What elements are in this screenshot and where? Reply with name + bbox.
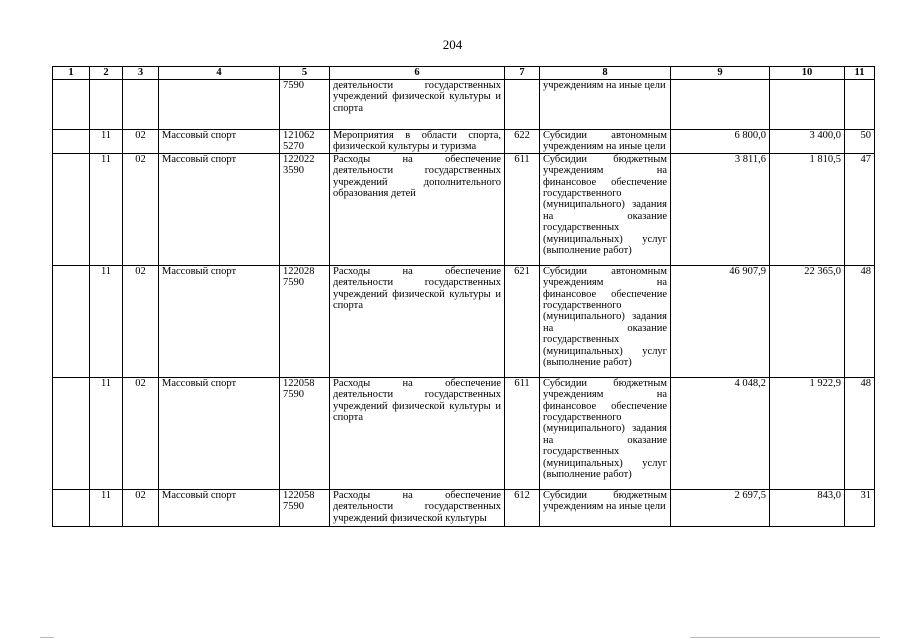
cell-expense-name: Субсидии бюджетным учреждениям на финансовое обеспечение государственного (муниципального) задания на оказание государственных (муниципальных) услуг (выполнение работ) [540,153,671,265]
cell-c1 [53,130,90,154]
cell-target-code: 122022 3590 [280,153,330,265]
cell-name: Массовый спорт [159,377,280,489]
budget-table [52,66,875,527]
header-col-6: 6 [330,67,505,80]
header-col-1: 1 [53,67,90,80]
cell-section: 11 [90,153,123,265]
cell-expense-type [505,80,540,130]
table-row [53,489,875,526]
header-col-2: 2 [90,67,123,80]
cell-c1 [53,489,90,526]
scan-artifact-right [690,637,880,638]
cell-name: Массовый спорт [159,489,280,526]
cell-percent [845,80,875,130]
cell-expense-type: 622 [505,130,540,154]
cell-target-code: 122058 7590 [280,489,330,526]
cell-plan: 2 697,5 [671,489,770,526]
cell-name [159,80,280,130]
header-col-11: 11 [845,67,875,80]
cell-subsection: 02 [123,489,159,526]
header-row [53,67,875,80]
table-row [53,265,875,377]
cell-c1 [53,80,90,130]
cell-subsection: 02 [123,265,159,377]
cell-actual: 843,0 [770,489,845,526]
cell-section: 11 [90,489,123,526]
cell-expense-type: 611 [505,377,540,489]
cell-actual [770,80,845,130]
cell-target-code: 122028 7590 [280,265,330,377]
cell-target-name: Расходы на обеспечение деятельности государственных учреждений физической культуры [330,489,505,526]
table-row [53,80,875,130]
cell-actual: 22 365,0 [770,265,845,377]
cell-plan: 46 907,9 [671,265,770,377]
cell-target-name: Расходы на обеспечение деятельности государственных учреждений физической культуры и спорта [330,377,505,489]
cell-expense-type: 621 [505,265,540,377]
cell-subsection: 02 [123,377,159,489]
cell-section: 11 [90,377,123,489]
cell-actual: 3 400,0 [770,130,845,154]
table-row [53,153,875,265]
cell-percent: 48 [845,377,875,489]
cell-expense-type: 611 [505,153,540,265]
cell-expense-name: Субсидии бюджетным учреждениям на финансовое обеспечение государственного (муниципального) задания на оказание государственных (муниципальных) услуг (выполнение работ) [540,377,671,489]
cell-subsection [123,80,159,130]
cell-section: 11 [90,265,123,377]
cell-c1 [53,377,90,489]
cell-percent: 50 [845,130,875,154]
cell-target-name: Расходы на обеспечение деятельности государственных учреждений дополнительного образования детей [330,153,505,265]
cell-expense-type: 612 [505,489,540,526]
cell-name: Массовый спорт [159,153,280,265]
table-row [53,377,875,489]
cell-expense-name: учреждениям на иные цели [540,80,671,130]
cell-expense-name: Субсидии автономным учреждениям на иные цели [540,130,671,154]
cell-c1 [53,153,90,265]
header-col-7: 7 [505,67,540,80]
header-col-9: 9 [671,67,770,80]
cell-expense-name: Субсидии автономным учреждениям на финансовое обеспечение государственного (муниципального) задания на оказание государственных (муниципальных) услуг (выполнение работ) [540,265,671,377]
cell-expense-name: Субсидии бюджетным учреждениям на иные цели [540,489,671,526]
cell-target-code: 122058 7590 [280,377,330,489]
cell-plan [671,80,770,130]
header-col-8: 8 [540,67,671,80]
cell-actual: 1 922,9 [770,377,845,489]
header-col-5: 5 [280,67,330,80]
scan-artifact-left [40,637,54,638]
cell-percent: 48 [845,265,875,377]
cell-plan: 3 811,6 [671,153,770,265]
cell-subsection: 02 [123,153,159,265]
header-col-10: 10 [770,67,845,80]
header-col-4: 4 [159,67,280,80]
cell-c1 [53,265,90,377]
cell-name: Массовый спорт [159,265,280,377]
table-row [53,130,875,154]
cell-target-name: деятельности государственных учреждений физической культуры и спорта [330,80,505,130]
cell-target-code: 121062 5270 [280,130,330,154]
cell-section: 11 [90,130,123,154]
cell-actual: 1 810,5 [770,153,845,265]
header-col-3: 3 [123,67,159,80]
cell-percent: 31 [845,489,875,526]
cell-target-code: 7590 [280,80,330,130]
cell-subsection: 02 [123,130,159,154]
cell-percent: 47 [845,153,875,265]
cell-target-name: Расходы на обеспечение деятельности государственных учреждений физической культуры и спорта [330,265,505,377]
cell-section [90,80,123,130]
cell-name: Массовый спорт [159,130,280,154]
cell-plan: 6 800,0 [671,130,770,154]
cell-plan: 4 048,2 [671,377,770,489]
cell-target-name: Мероприятия в области спорта, физической культуры и туризма [330,130,505,154]
page-number: 204 [442,37,463,52]
